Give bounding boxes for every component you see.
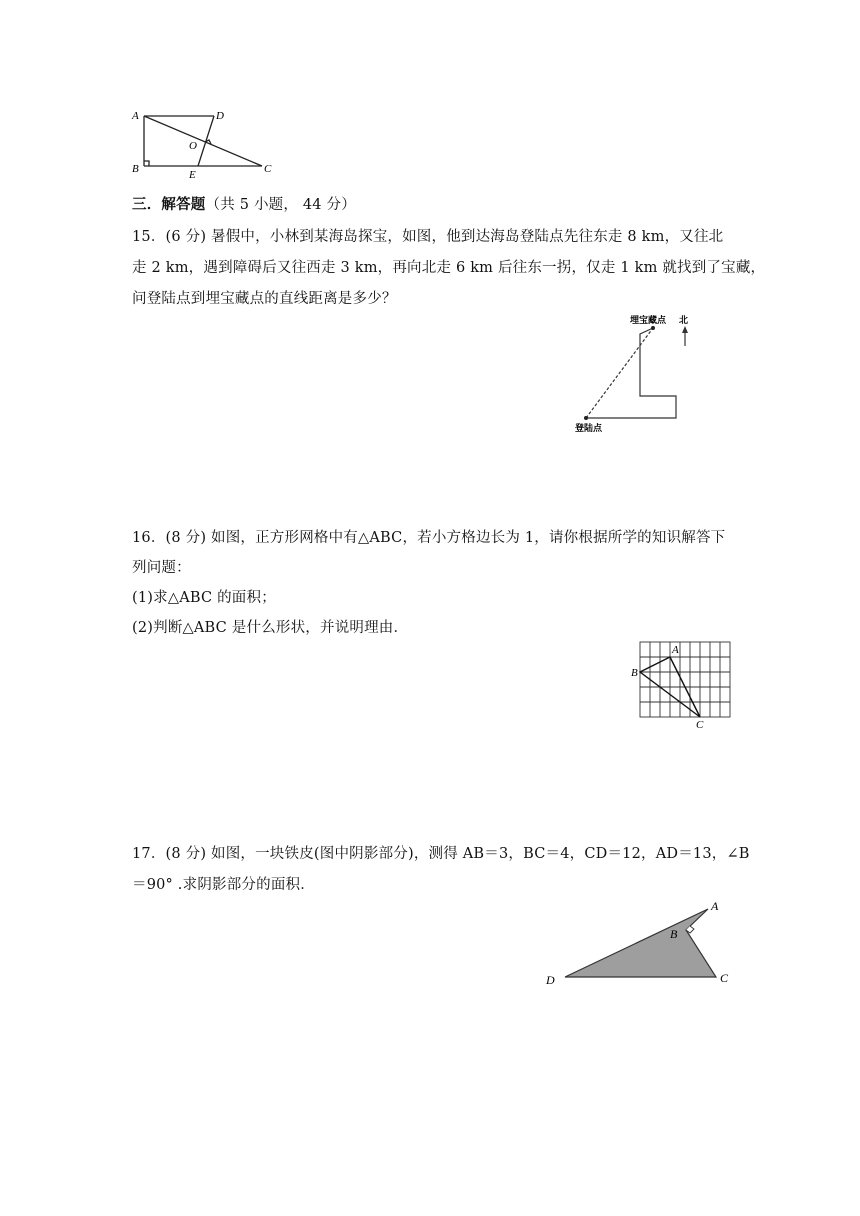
label-D: D <box>546 973 555 987</box>
label-O: O <box>189 140 197 152</box>
q17-line-2: ＝90° .求阴影部分的面积． <box>132 877 315 893</box>
label-C: C <box>720 971 729 985</box>
label-A: A <box>711 899 719 913</box>
q17-line-1: 17．(8 分) 如图，一块铁皮(图中阴影部分)，测得 AB＝3，BC＝4，CD＝12，AD＝13，∠B <box>132 846 750 862</box>
right-angle-mark-B <box>144 161 149 166</box>
north-arrow-head <box>682 326 688 333</box>
figure-treasure-path <box>570 310 705 436</box>
q16-line-4: (2)判断△ABC 是什么形状，并说明理由． <box>132 620 409 636</box>
walking-path <box>586 328 676 418</box>
north-label: 北 <box>679 316 689 326</box>
figure-shaded-quadrilateral <box>540 893 740 993</box>
label-D: D <box>216 110 224 122</box>
q16-line-3: (1)求△ABC 的面积； <box>132 590 276 606</box>
label-B: B <box>132 163 139 175</box>
q16-line-2: 列问题： <box>132 560 191 576</box>
q15-line-2: 走 2 km，遇到障碍后又往西走 3 km，再向北走 6 km 后往东一拐，仅走 1 km 就找到了宝藏， <box>132 260 766 276</box>
landing-point <box>584 416 588 420</box>
dashed-straight-distance <box>586 328 653 418</box>
section-heading-note: （共 5 小题， 44 分） <box>205 197 356 213</box>
segment-AC <box>144 116 262 166</box>
label-C: C <box>696 719 704 731</box>
figure-parallelogram <box>128 106 278 180</box>
label-A: A <box>132 110 139 122</box>
section-heading-title: 三．解答题 <box>132 196 206 213</box>
q15-line-3: 问登陆点到埋宝藏点的直线距离是多少？ <box>132 291 397 307</box>
label-C: C <box>264 163 272 175</box>
treasure-point <box>651 326 655 330</box>
landing-label: 登陆点 <box>575 424 603 434</box>
q15-line-1: 15．(6 分) 暑假中，小林到某海岛探宝，如图，他到达海岛登陆点先往东走 8 km，又往北 <box>132 229 724 245</box>
treasure-label: 埋宝藏点 <box>630 316 667 326</box>
label-E: E <box>189 169 196 180</box>
figure-grid-triangle <box>626 638 738 732</box>
label-B: B <box>670 927 678 941</box>
section-heading <box>132 193 356 214</box>
shaded-region <box>565 909 716 977</box>
label-A: A <box>672 644 679 656</box>
label-B: B <box>631 667 638 679</box>
q16-line-1: 16．(8 分) 如图，正方形网格中有△ABC，若小方格边长为 1，请你根据所学的知识解答下 <box>132 530 726 546</box>
